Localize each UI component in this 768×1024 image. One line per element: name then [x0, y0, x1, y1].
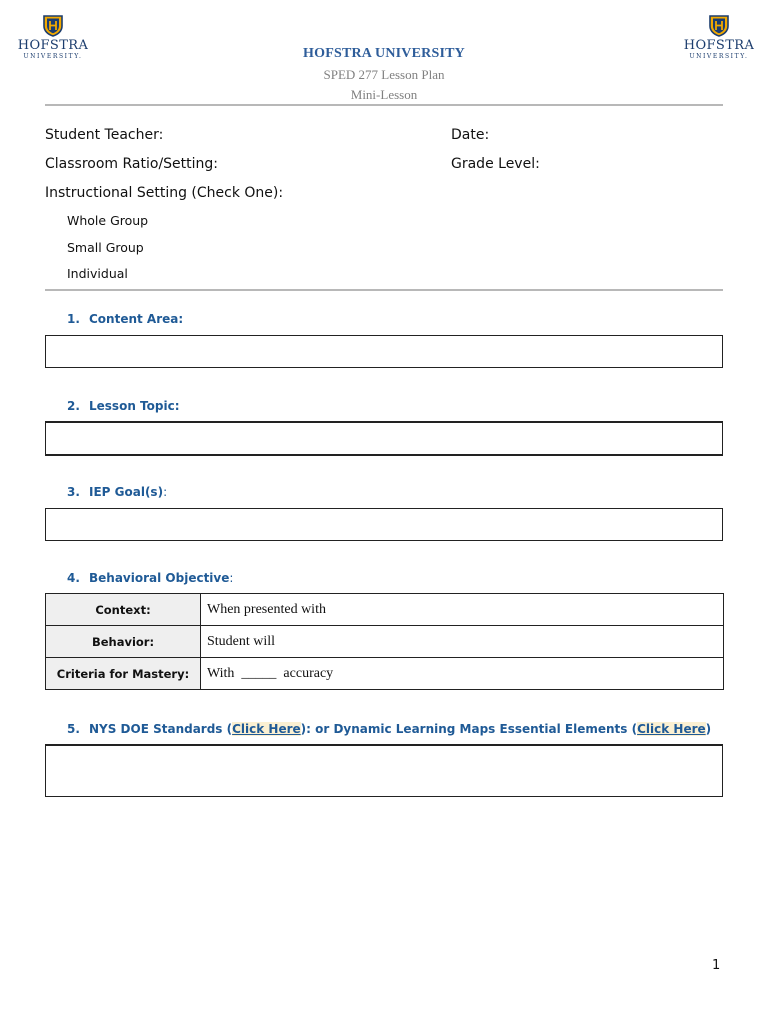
table-row — [46, 594, 724, 626]
iep-goals-field[interactable] — [45, 508, 723, 541]
table-row — [46, 658, 724, 690]
logo-wordmark: HOFSTRA — [683, 38, 755, 53]
header-divider — [45, 104, 723, 106]
section-behavioral-objective — [67, 571, 233, 585]
instructional-setting-label: Instructional Setting (Check One): — [45, 185, 284, 201]
table-row — [46, 626, 724, 658]
standards-text-3: ) — [705, 722, 712, 736]
section-title: Lesson Topic: — [89, 399, 180, 413]
section-iep-goals — [67, 485, 167, 499]
logo-subtitle: UNIVERSITY. — [23, 53, 83, 60]
behavior-label: Behavior: — [46, 626, 201, 658]
standards-field[interactable] — [45, 744, 723, 797]
section-content-area — [67, 312, 183, 326]
option-individual[interactable]: Individual — [67, 266, 128, 281]
context-label: Context: — [46, 594, 201, 626]
lesson-topic-field[interactable] — [45, 421, 723, 456]
grade-level-label: Grade Level: — [451, 156, 540, 172]
section-suffix: : — [229, 571, 234, 585]
nys-doe-standards-link[interactable]: Click Here — [232, 722, 301, 736]
info-divider — [45, 289, 723, 291]
student-teacher-label: Student Teacher: — [45, 127, 164, 143]
section-lesson-topic — [67, 399, 180, 413]
section-number: 3. — [67, 485, 80, 499]
dlm-essential-elements-link[interactable]: Click Here — [637, 722, 706, 736]
context-value[interactable]: When presented with — [201, 594, 724, 626]
page-number: 1 — [712, 958, 721, 973]
section-title: Behavioral Objective — [89, 571, 230, 585]
logo-subtitle: UNIVERSITY. — [689, 53, 749, 60]
criteria-value[interactable]: With _____ accuracy — [201, 658, 724, 690]
standards-text-1: NYS DOE Standards ( — [89, 722, 233, 736]
section-suffix: : — [163, 485, 168, 499]
classroom-ratio-label: Classroom Ratio/Setting: — [45, 156, 219, 172]
hofstra-shield-icon — [43, 15, 63, 37]
section-title: IEP Goal(s) — [89, 485, 164, 499]
option-small-group[interactable]: Small Group — [67, 240, 144, 255]
hofstra-shield-icon — [709, 15, 729, 37]
content-area-field[interactable] — [45, 335, 723, 368]
section-title: Content Area: — [89, 312, 184, 326]
section-number: 1. — [67, 312, 80, 326]
logo-wordmark: HOFSTRA — [17, 38, 89, 53]
behavior-value[interactable]: Student will — [201, 626, 724, 658]
date-label: Date: — [451, 127, 490, 143]
standards-text-2: ): or Dynamic Learning Maps Essential Elements ( — [300, 722, 638, 736]
section-number: 2. — [67, 399, 80, 413]
university-title: HOFSTRA UNIVERSITY — [303, 46, 465, 61]
section-standards — [67, 722, 711, 736]
section-number: 5. — [67, 722, 80, 736]
behavioral-objective-table — [45, 593, 724, 690]
course-title: SPED 277 Lesson Plan — [323, 67, 445, 82]
criteria-label: Criteria for Mastery: — [46, 658, 201, 690]
section-number: 4. — [67, 571, 80, 585]
lesson-type: Mini-Lesson — [350, 87, 418, 102]
option-whole-group[interactable]: Whole Group — [67, 213, 149, 228]
